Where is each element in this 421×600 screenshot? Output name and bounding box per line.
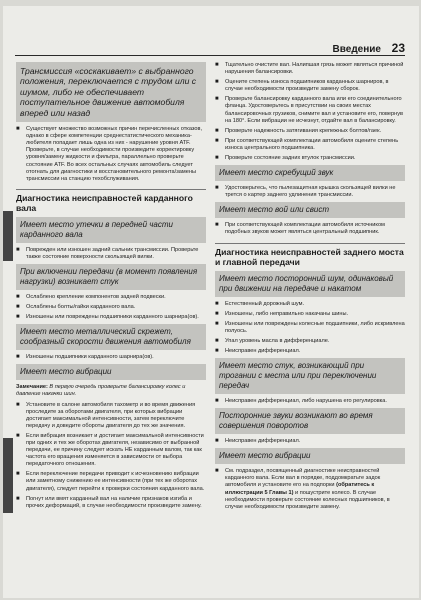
edge-tab-top: [3, 211, 13, 261]
symptom-box: Имеет место вибрации: [215, 448, 405, 464]
bullet-item: ■ Изношены или повреждены подшипники карданного шарнира(ов).: [16, 314, 206, 321]
symptom-box: Имеет место скребущий звук: [215, 165, 405, 181]
bullet-item: ■ Неисправен дифференциал, либо нарушена его регулировка.: [215, 398, 405, 405]
book-page: [3, 6, 419, 598]
bullet-item: ■ Изношены или повреждены колесные подшипники, либо искривлена полуось.: [215, 321, 405, 335]
bullet-item: ■ При соответствующей комплектации автомобиля источником подобных звуков может являться центральный подшипник.: [215, 222, 405, 236]
symptom-box: Трансмиссия «соскакивает» с выбранного положения, переключается с трудом или с шумом, либо не обеспечивает поступательное движение автомобиля вперед или назад: [16, 62, 206, 122]
symptom-box: Посторонние звуки возникают во время совершения поворотов: [215, 408, 405, 434]
bullet-item: ■ Естественный дорожный шум.: [215, 301, 405, 308]
section-title: Введение: [332, 44, 381, 55]
bullet-item: ■ Ослаблены болты/гайки карданного вала.: [16, 304, 206, 311]
symptom-box: Имеет место вой или свист: [215, 202, 405, 218]
bullet-item: ■ Если вибрация возникает и достигает максимальной интенсивности при одних и тех же оборотах двигателя, независимо от выбранной передачи, ее причину следует искать НЕ карданным валом, так как частота его вращения изменяется в зависимости от выбора передаточного отношения.: [16, 433, 206, 468]
bullet-item: ■ Проверьте надежность затягивания крепежных болтов/гаек.: [215, 128, 405, 135]
note-text: В первую очередь проверьте балансировку колес и давление накачки шин.: [16, 384, 186, 398]
bullet-item: ■ Если переключение передачи приводит к исчезновению вибрации или заметному снижению ее интенсивности (при тех же оборотах двигателя), следует перейти к проверки состояния карданного вала.: [16, 471, 206, 492]
bullet-item: ■ При соответствующей комплектации автомобиля оцените степень износа центрального подшипника.: [215, 138, 405, 152]
symptom-box: Имеет место посторонний шум, одинаковый при движении на передаче и накатом: [215, 271, 405, 297]
bullet-item: ■ Оцените степень износа подшипников карданных шарниров, в случае необходимости произведите замену сборок.: [215, 79, 405, 93]
bullet-item: ■ Упал уровень масла в дифференциале.: [215, 338, 405, 345]
bullet-item: ■ Погнут или вмят карданный вал на наличие признаков изгиба и прочих деформаций, в случае необходимости произведите замену.: [16, 496, 206, 510]
bullet-item: ■ Неисправен дифференциал.: [215, 438, 405, 445]
bullet-item: ■ Удостоверьтесь, что пылезащитная крышка скользящей вилки не трется о картер заднего удлинения трансмиссии.: [215, 185, 405, 199]
bullet-item: [215, 468, 405, 511]
left-column: [16, 62, 206, 513]
bullet-item: ■ Изношены, либо неправильно накачаны шины.: [215, 311, 405, 318]
bullet-item: ■ Ослаблено крепление компонентов задней подвески.: [16, 294, 206, 301]
bullet-item: ■ Существует множество возможных причин перечисленных отказов, однако в сфере компетенции среднестатистического механика-любителя попадает лишь одна из них - нарушение уровня ATF. Проверьте, в случае необходимости произведите корректировку уровня/замену жидкости и фильтра, параллельно проверьте состояние ATF. Во всех остальных случаях автомобиль следует отогнать для диагностики и восстановительного ремонта/замены трансмиссии на станцию техобслуживания.: [16, 126, 206, 183]
bullet-text: См. подраздел, посвященный диагностике неисправностей карданного вала. Если вал в порядке, поддомкратьте задок автомобиля и установите его на подпорки: [225, 468, 381, 489]
symptom-box: Имеет место стук, возникающий при трогании с места или при переключении передач: [215, 358, 405, 394]
bullet-item: ■ Неисправен дифференциал.: [215, 348, 405, 355]
page-header: [15, 40, 405, 56]
symptom-box: Имеет место утечки в передней части карданного вала: [16, 217, 206, 243]
section-heading: Диагностика неисправностей заднего моста и главной передачи: [215, 243, 405, 267]
page-number: 23: [391, 41, 405, 55]
figure-reference: (обратитесь к иллюстрации 5 Главы 1): [225, 482, 375, 496]
bullet-text-tail: и пошустрите колесо. В случае необходимости проверьте состояние колесных подшипников, в случае необходимости произведите замену.: [225, 489, 390, 510]
bullet-item: ■ Поврежден или изношен задний сальник трансмиссии. Проверьте также состояние поверхности скользящей вилки.: [16, 247, 206, 261]
bullet-item: ■ Проверьте состояние задних втулок трансмиссии.: [215, 155, 405, 162]
section-heading: Диагностика неисправностей карданного вала: [16, 189, 206, 213]
bullet-item: ■ Изношены подшипники карданного шарнира(ов).: [16, 354, 206, 361]
right-column: [215, 62, 405, 514]
bullet-item: ■ Тщательно очистите вал. Налипшая грязь может являться причиной нарушения балансировки.: [215, 62, 405, 76]
note-paragraph: [16, 384, 206, 398]
note-label: Замечание:: [16, 384, 48, 391]
symptom-box: Имеет место металлический скрежет, сообразный скорости движения автомобиля: [16, 324, 206, 350]
bullet-item: ■ Проверьте балансировку карданного вала или его соединительного фланца. Удостоверьтесь в присутствии на своих местах балансировочных грузиков, снимите вал и установите его, повернув на 180°. Если вибрации не исчезнут, отдайте вал в балансировку.: [215, 96, 405, 124]
edge-tab-bottom: [3, 438, 13, 513]
symptom-box: При включении передачи (в момент появления нагрузки) возникает стук: [16, 264, 206, 290]
symptom-box: Имеет место вибрации: [16, 364, 206, 380]
bullet-item: ■ Установите в салоне автомобиля тахометр и во время движения проследите за оборотами двигателя, при которых вибрации достигает максимальной интенсивности, затем переключите передачу и доведите обороты двигателя до тех же значения.: [16, 402, 206, 430]
